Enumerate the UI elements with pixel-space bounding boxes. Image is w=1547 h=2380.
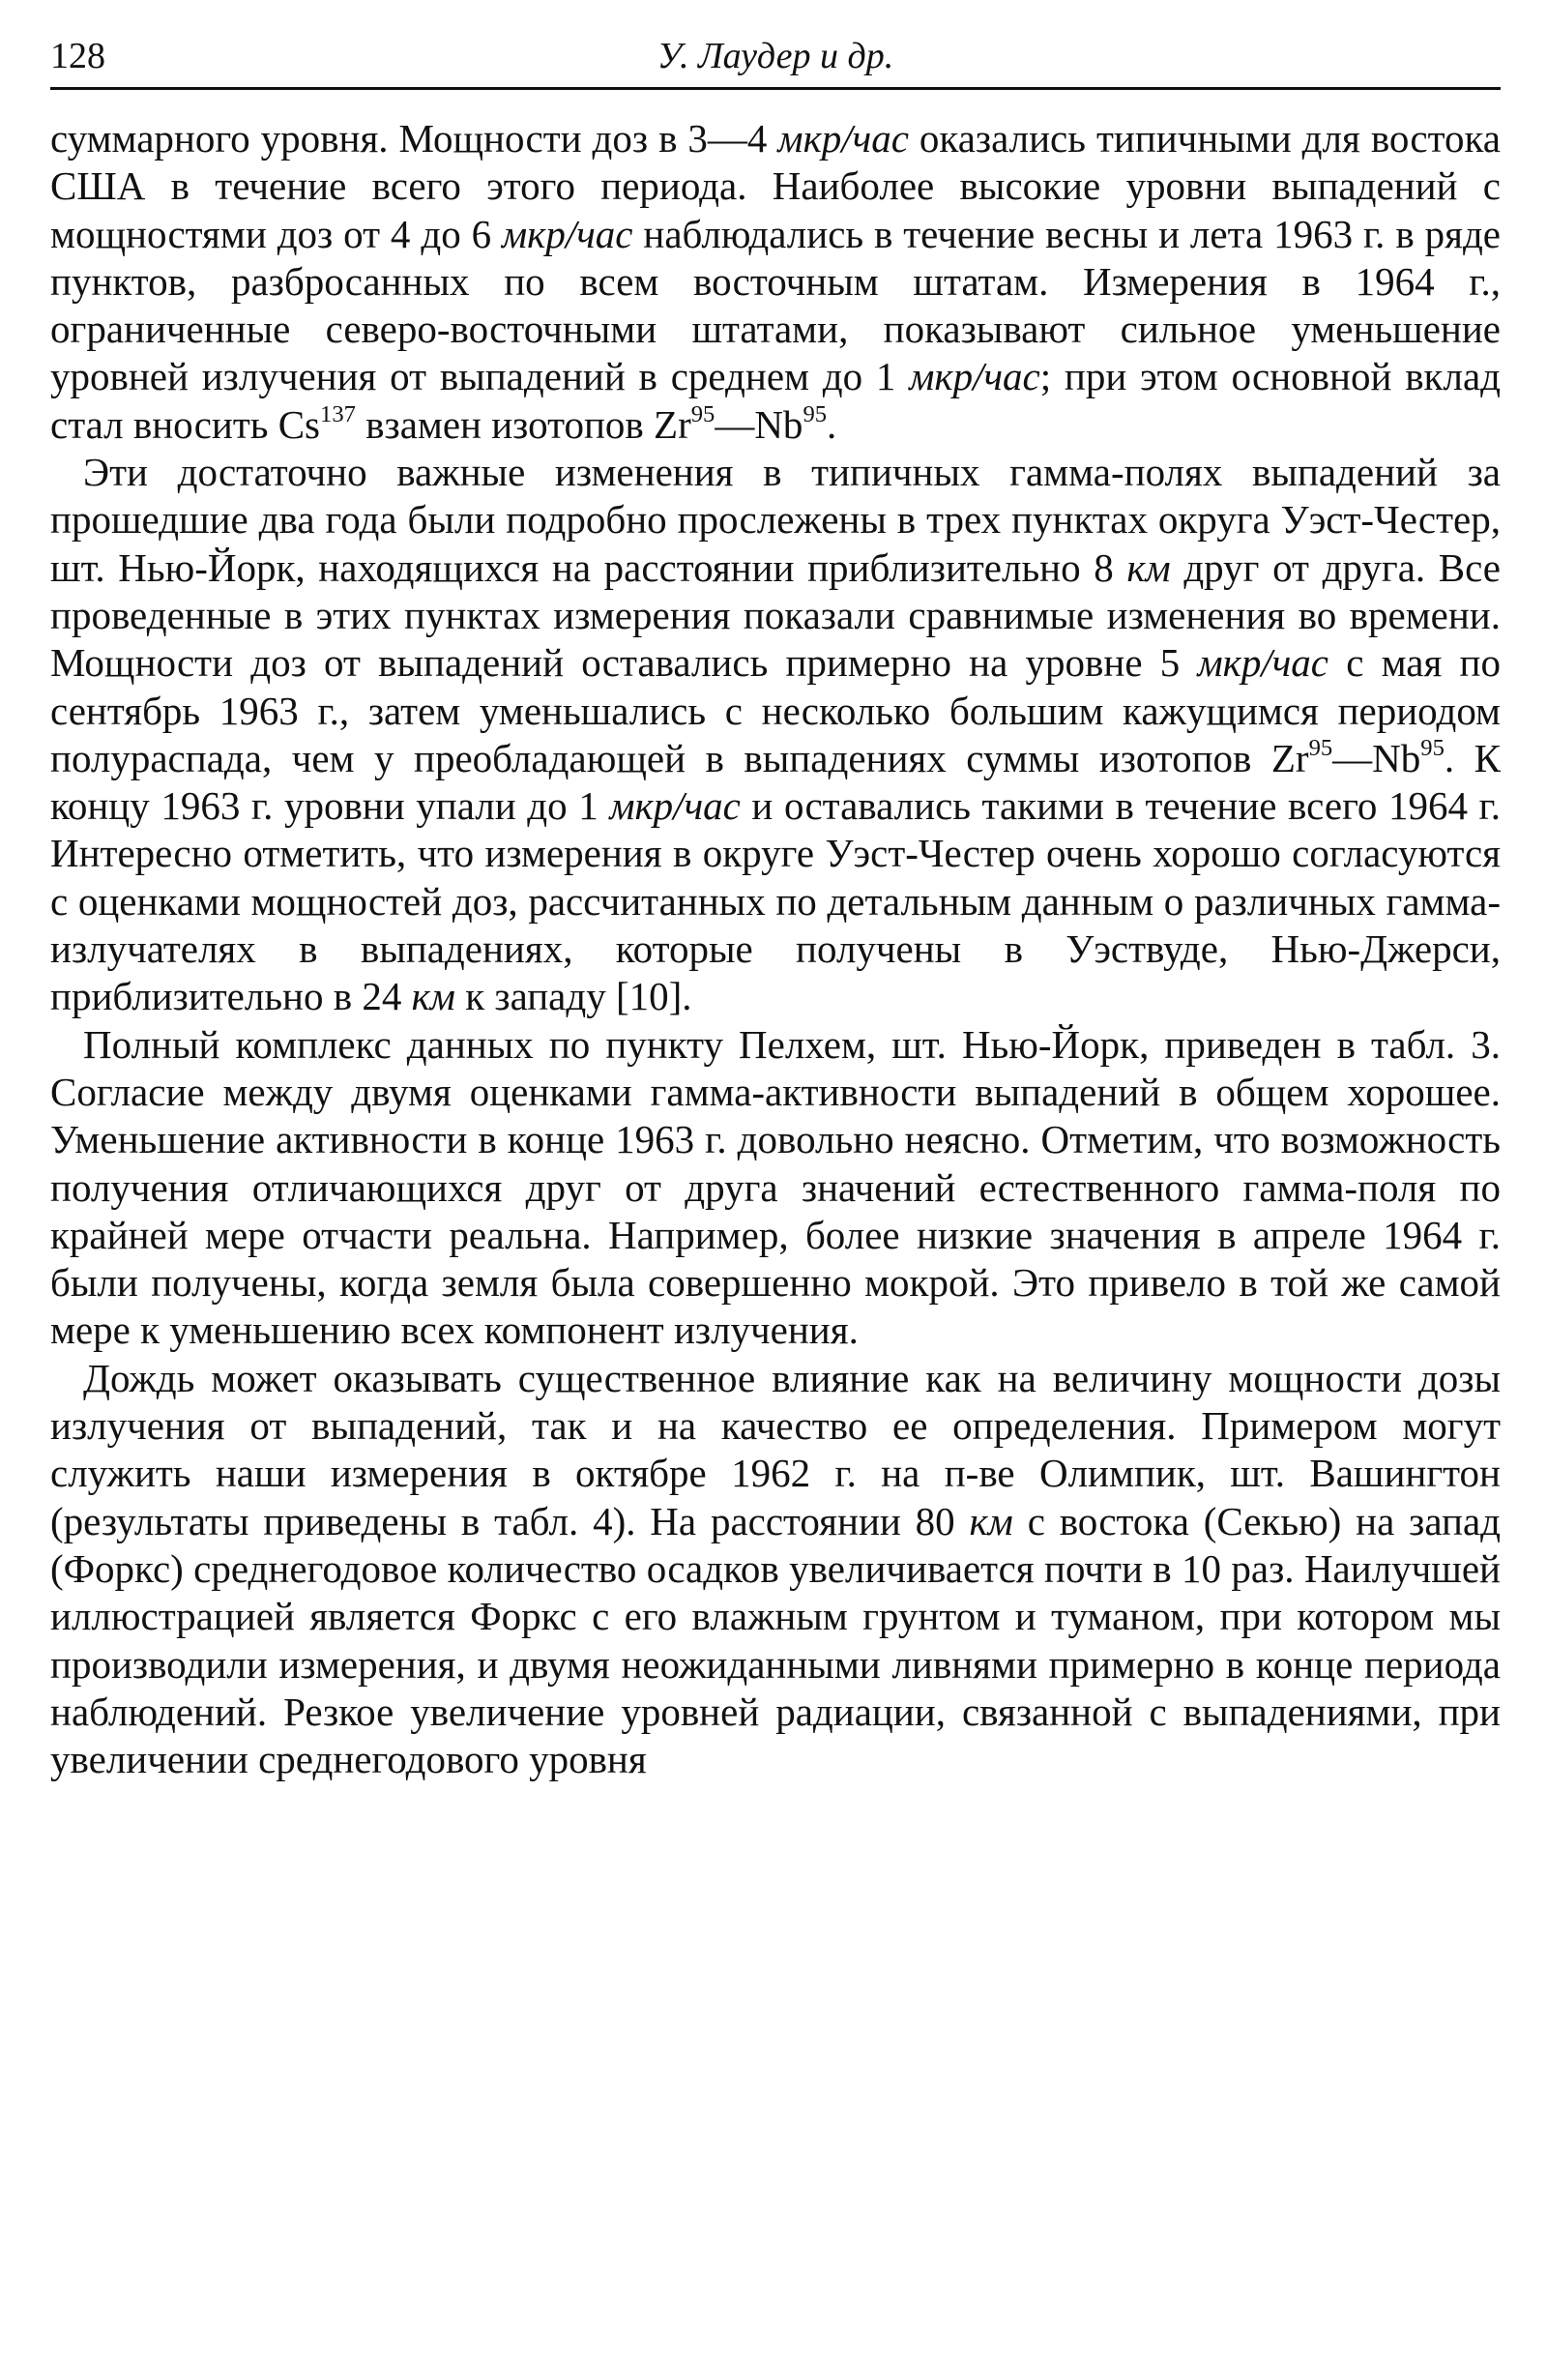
superscript-mass-number: 95	[1308, 734, 1333, 761]
body-text	[50, 115, 1501, 1783]
text-run: . К концу 1963 г. уровни упали до 1	[50, 735, 1501, 829]
unit-text: км	[1126, 544, 1171, 590]
text-run: оказались типичными для востока США в течение всего этого периода. Наиболее высокие уровни выпадений с мощностями доз от 4 до 6	[50, 116, 1501, 256]
text-run: Полный комплекс данных по пункту Пелхем, шт. Нью-Йорк, приведен в табл. 3. Согласие между двумя оценками гамма-активности выпадений в общем хорошее. Уменьшение активности в конце 1963 г. довольно неясно. Отметим, что возможность получения отличающихся друг от друга значений естественного гамма-поля по крайней мере отчасти реальна. Например, более низкие значения в апреле 1964 г. были получены, когда земля была совершенно мокрой. Это привело в той же самой мере к уменьшению всех компонент излучения.	[50, 1021, 1501, 1353]
superscript-mass-number: 137	[320, 400, 356, 427]
page-number: 128	[50, 36, 105, 76]
unit-text: км	[411, 974, 455, 1019]
paragraph	[50, 449, 1501, 1021]
unit-text: мкр/час	[609, 783, 741, 829]
paragraph	[50, 115, 1501, 449]
text-run: Дождь может оказывать существенное влияние как на величину мощности дозы излучения от выпадений, так и на качество ее определения. Примером могут служить наши измерения в октябре 1962 г. на п-ве Олимпик, шт. Вашингтон (результаты приведены в табл. 4). На расстоянии 80	[50, 1355, 1501, 1543]
unit-text: км	[969, 1498, 1013, 1543]
text-run: и оставались такими в течение всего 1964 г. Интересно отметить, что измерения в округе Уэст-Честер очень хорошо согласуются с оценками мощностей доз, рассчитанных по детальным данным о различных гамма-излучателях в выпадениях, которые получены в Уэствуде, Нью-Джерси, приблизительно в 24	[50, 783, 1501, 1019]
running-title: У. Лаудер и др.	[657, 36, 894, 76]
unit-text: мкр/час	[502, 211, 633, 256]
unit-text: мкр/час	[777, 116, 909, 161]
text-run: ; при этом основной вклад стал вносить Cs	[50, 354, 1501, 447]
paragraph	[50, 1021, 1501, 1355]
text-run: .	[827, 401, 837, 447]
running-header	[50, 27, 1501, 90]
text-run: друг от друга. Все проведенные в этих пунктах измерения показали сравнимые изменения во времени. Мощности доз от выпадений оставались примерно на уровне 5	[50, 544, 1502, 686]
text-run: к западу [10].	[454, 974, 692, 1019]
superscript-mass-number: 95	[690, 400, 715, 427]
unit-text: мкр/час	[909, 354, 1040, 399]
text-run: —Nb	[715, 401, 803, 447]
text-run: Эти достаточно важные изменения в типичных гамма-полях выпадений за прошедшие два года были подробно прослежены в трех пунктах округа Уэст-Честер, шт. Нью-Йорк, находящихся на расстоянии приблизительно 8	[50, 450, 1501, 590]
text-run: с мая по сентябрь 1963 г., затем уменьшались с несколько большим кажущимся периодом полураспада, чем у преобладающей в выпадениях суммы изотопов Zr	[50, 640, 1501, 780]
text-run: с востока (Секью) на запад (Форкс) среднегодовое количество осадков увеличивается почти в 10 раз. Наилучшей иллюстрацией является Форкс с его влажным грунтом и туманом, при котором мы производили измерения, и двумя неожиданными ливнями примерно в конце периода наблюдений. Резкое увеличение уровней радиации, связанной с выпадениями, при увеличении среднегодового уровня	[50, 1498, 1501, 1782]
superscript-mass-number: 95	[1420, 734, 1445, 761]
text-run: —Nb	[1332, 735, 1421, 780]
text-run: взамен изотопов Zr	[355, 401, 691, 447]
text-run: наблюдались в течение весны и лета 1963 г. в ряде пунктов, разбросанных по всем восточным штатам. Измерения в 1964 г., ограниченные северо-восточными штатами, показывают сильное уменьшение уровней излучения от выпадений в среднем до 1	[50, 211, 1502, 399]
superscript-mass-number: 95	[803, 400, 828, 427]
unit-text: мкр/час	[1197, 640, 1328, 686]
paragraph	[50, 1355, 1501, 1784]
text-run: суммарного уровня. Мощности доз в 3—4	[50, 116, 778, 161]
